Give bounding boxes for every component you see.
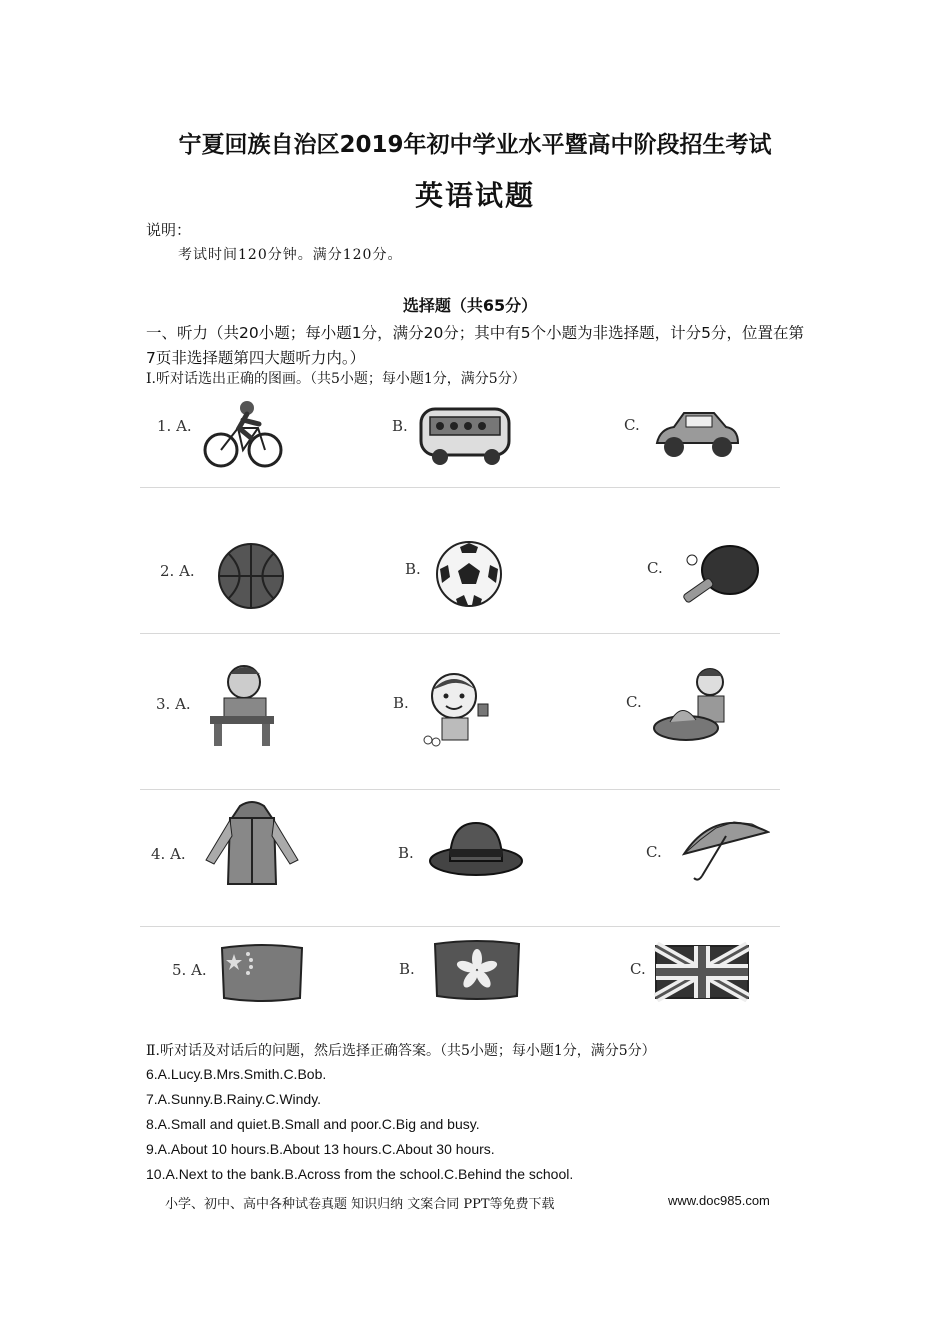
car-icon bbox=[652, 405, 742, 465]
q2-label-a: 2. A. bbox=[160, 562, 195, 580]
cyclist-icon bbox=[203, 398, 283, 470]
q1-label-a: 1. A. bbox=[157, 417, 192, 435]
boy-washing-icon bbox=[652, 664, 744, 746]
umbrella-icon bbox=[682, 810, 770, 884]
q5-label-c: C. bbox=[630, 960, 646, 978]
answer-9: 9.A.About 10 hours.B.About 13 hours.C.About 30 hours. bbox=[146, 1141, 495, 1157]
sub-section-2: Ⅱ.听对话及对话后的问题，然后选择正确答案。（共5小题；每小题1分，满分5分） bbox=[146, 1043, 656, 1059]
hat-icon bbox=[428, 817, 524, 877]
note-label: 说明： bbox=[146, 221, 192, 239]
footer-url[interactable]: www.doc985.com bbox=[668, 1193, 770, 1208]
jacket-icon bbox=[202, 800, 302, 886]
q4-label-c: C. bbox=[646, 843, 662, 861]
answer-7: 7.A.Sunny.B.Rainy.C.Windy. bbox=[146, 1091, 322, 1107]
footer-text: 小学、初中、高中各种试卷真题 知识归纳 文案合同 PPT等免费下载 bbox=[165, 1197, 555, 1212]
note-text: 考试时间120分钟。满分120分。 bbox=[178, 247, 403, 263]
answer-6: 6.A.Lucy.B.Mrs.Smith.C.Bob. bbox=[146, 1066, 327, 1082]
answer-10: 10.A.Next to the bank.B.Across from the school.C.Behind the school. bbox=[146, 1166, 574, 1182]
q3-label-b: B. bbox=[393, 694, 409, 712]
basketball-icon bbox=[216, 541, 286, 611]
ping-pong-paddle-icon bbox=[676, 544, 766, 606]
answer-8: 8.A.Small and quiet.B.Small and poor.C.Big and busy. bbox=[146, 1116, 480, 1132]
boy-studying-icon bbox=[204, 660, 279, 750]
uk-flag-icon bbox=[654, 942, 750, 1002]
exam-title: 宁夏回族自治区2019年初中学业水平暨高中阶段招生考试 bbox=[178, 132, 772, 158]
q3-label-c: C. bbox=[626, 693, 642, 711]
q5-label-a: 5. A. bbox=[172, 961, 207, 979]
sub-section-1: Ⅰ.听对话选出正确的图画。（共5小题；每小题1分，满分5分） bbox=[146, 371, 526, 387]
china-flag-icon bbox=[220, 942, 305, 1004]
listening-intro: 一、听力（共20小题；每小题1分，满分20分；其中有5个小题为非选择题，计分5分，位置在第7页非选择题第四大题听力内。） bbox=[146, 324, 805, 367]
boy-painting-icon bbox=[418, 668, 498, 752]
q1-label-b: B. bbox=[392, 417, 408, 435]
q5-label-b: B. bbox=[399, 960, 415, 978]
q3-label-a: 3. A. bbox=[156, 695, 191, 713]
q2-label-c: C. bbox=[647, 559, 663, 577]
hong-kong-flag-icon bbox=[433, 938, 521, 1002]
subject-title: 英语试题 bbox=[414, 179, 535, 212]
q4-label-b: B. bbox=[398, 844, 414, 862]
soccer-ball-icon bbox=[434, 539, 504, 609]
q4-label-a: 4. A. bbox=[151, 845, 186, 863]
section-heading: 选择题（共65分） bbox=[402, 296, 538, 315]
q1-label-c: C. bbox=[624, 416, 640, 434]
bus-icon bbox=[418, 403, 513, 468]
q2-label-b: B. bbox=[405, 560, 421, 578]
